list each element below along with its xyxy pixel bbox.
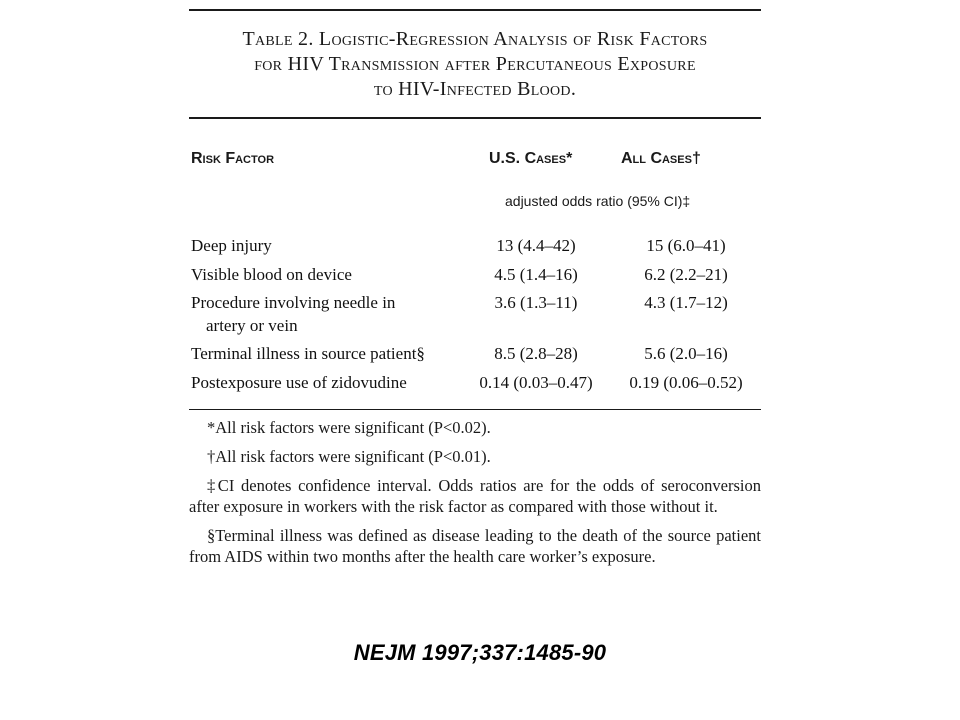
all-cases-cell: 5.6 (2.0–16) [644,344,728,363]
column-header-all-cases: All Cases† [621,150,701,167]
footnote: ‡CI denotes confidence interval. Odds ratios are for the odds of seroconversion after exposure in workers with the risk factor as compared with those without it. [189,476,761,516]
us-cases-cell: 8.5 (2.8–28) [494,344,578,363]
footer-rule [189,409,761,410]
citation: NEJM 1997;337:1485-90 [353,640,607,665]
header-rule [189,117,761,119]
footnote: †All risk factors were significant (P<0.01). [207,447,491,466]
us-cases-cell: 3.6 (1.3–11) [494,293,578,312]
column-subheader: adjusted odds ratio (95% CI)‡ [505,193,691,209]
footnote: *All risk factors were significant (P<0.02). [207,418,491,437]
risk-factor-cell [191,371,481,394]
table-caption [189,27,761,102]
all-cases-cell: 4.3 (1.7–12) [644,293,728,312]
risk-factor-cell [191,263,481,286]
us-cases-cell: 0.14 (0.03–0.47) [479,373,593,392]
us-cases-cell: 4.5 (1.4–16) [494,265,578,284]
column-header-risk-factor: Risk Factor [191,150,275,167]
caption-line-3: to HIV-Infected Blood. [373,78,577,100]
risk-factor-text: Procedure involving needle in [191,293,396,312]
top-rule [189,9,761,11]
risk-factor-text: Postexposure use of zidovudine [191,373,407,392]
column-header-us-cases: U.S. Cases* [489,150,573,167]
all-cases-cell: 6.2 (2.2–21) [644,265,728,284]
caption-line-1: Table 2. Logistic-Regression Analysis of Risk Factors [242,28,708,50]
risk-factor-cell [191,234,481,257]
risk-factor-cell [191,342,481,365]
risk-factor-text-continued: artery or vein [206,316,298,335]
footnote: §Terminal illness was defined as disease leading to the death of the source patient from AIDS within two months after the health care worker’s exposure. [189,526,761,566]
all-cases-cell: 0.19 (0.06–0.52) [629,373,743,392]
risk-factor-text: Terminal illness in source patient§ [191,344,425,363]
caption-line-2: for HIV Transmission after Percutaneous Exposure [254,53,696,75]
us-cases-cell: 13 (4.4–42) [496,236,576,255]
risk-factor-cell [191,291,481,337]
risk-factor-text: Visible blood on device [191,265,352,284]
risk-factor-text: Deep injury [191,236,272,255]
all-cases-cell: 15 (6.0–41) [646,236,726,255]
table-footnotes [189,417,761,575]
